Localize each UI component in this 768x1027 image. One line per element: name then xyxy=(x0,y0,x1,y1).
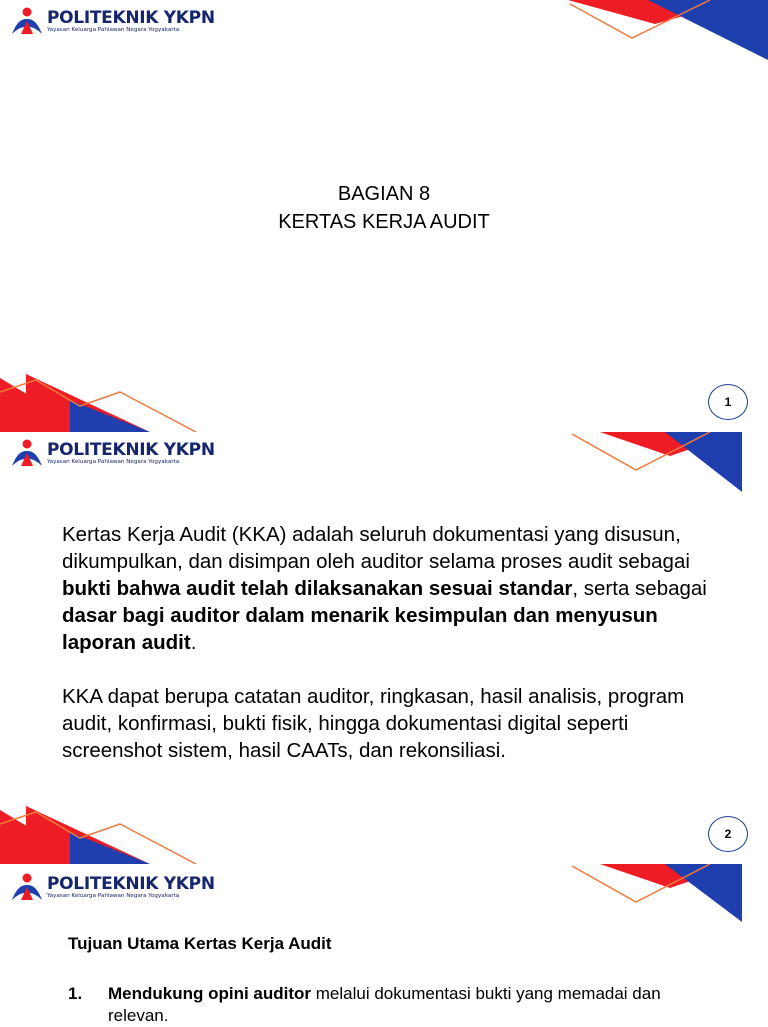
top-right-decoration xyxy=(560,0,768,62)
brand-tagline: Yayasan Keluarga Pahlawan Negara Yogyakarta xyxy=(47,458,180,465)
paragraph-forms: KKA dapat berupa catatan auditor, ringkasan, hasil analisis, program audit, konfirmasi, bukti fisik, hingga dokumentasi digital seperti screenshot sistem, hasil CAATs, dan rekonsiliasi. xyxy=(62,685,685,762)
kka-definition xyxy=(62,521,712,656)
bold-text-run: Mendukung opini auditor xyxy=(108,984,312,1003)
kka-forms xyxy=(62,683,712,764)
brand-tagline: Yayasan Keluarga Pahlawan Negara Yogyakarta xyxy=(47,26,180,33)
text-run: , serta sebagai xyxy=(572,577,707,600)
brand-logo xyxy=(10,438,215,468)
list-number: 1. xyxy=(68,984,83,1003)
bottom-left-decoration xyxy=(0,370,200,432)
bold-text-run: dasar bagi auditor dalam menarik kesimpulan dan menyusun laporan audit xyxy=(62,604,658,654)
bottom-left-decoration xyxy=(0,802,200,864)
text-run: Kertas Kerja Audit (KKA) adalah seluruh dokumentasi yang disusun, dikumpulkan, dan disimpan oleh auditor selama proses audit sebagai xyxy=(62,523,690,573)
top-right-decoration xyxy=(570,864,768,924)
section-heading: Tujuan Utama Kertas Kerja Audit xyxy=(68,934,332,953)
brand-name: POLITEKNIK YKPN xyxy=(47,7,215,28)
page-number-badge: 1 xyxy=(708,384,748,420)
text-run: . xyxy=(190,631,197,654)
slide-title xyxy=(0,180,768,236)
brand-logo xyxy=(10,872,215,902)
slide-2 xyxy=(0,432,768,864)
brand-logo xyxy=(10,6,215,36)
slide-1 xyxy=(0,0,768,432)
logo-emblem-icon xyxy=(10,438,44,468)
text-run: melalui dokumentasi bukti yang memadai dan relevan. xyxy=(108,984,661,1025)
list-text xyxy=(108,983,708,1027)
brand-name: POLITEKNIK YKPN xyxy=(47,873,215,894)
top-right-decoration xyxy=(570,432,768,494)
brand-tagline: Yayasan Keluarga Pahlawan Negara Yogyakarta xyxy=(47,892,180,899)
title-line-1: BAGIAN 8 xyxy=(337,183,431,205)
list-item xyxy=(68,983,708,1027)
bold-text-run: bukti bahwa audit telah dilaksanakan sesuai standar xyxy=(62,577,573,600)
brand-name: POLITEKNIK YKPN xyxy=(47,439,215,460)
paragraph-definition xyxy=(62,521,712,656)
page-number-badge: 2 xyxy=(708,816,748,852)
title-line-2: KERTAS KERJA AUDIT xyxy=(278,211,490,233)
logo-emblem-icon xyxy=(10,6,44,36)
logo-emblem-icon xyxy=(10,872,44,902)
